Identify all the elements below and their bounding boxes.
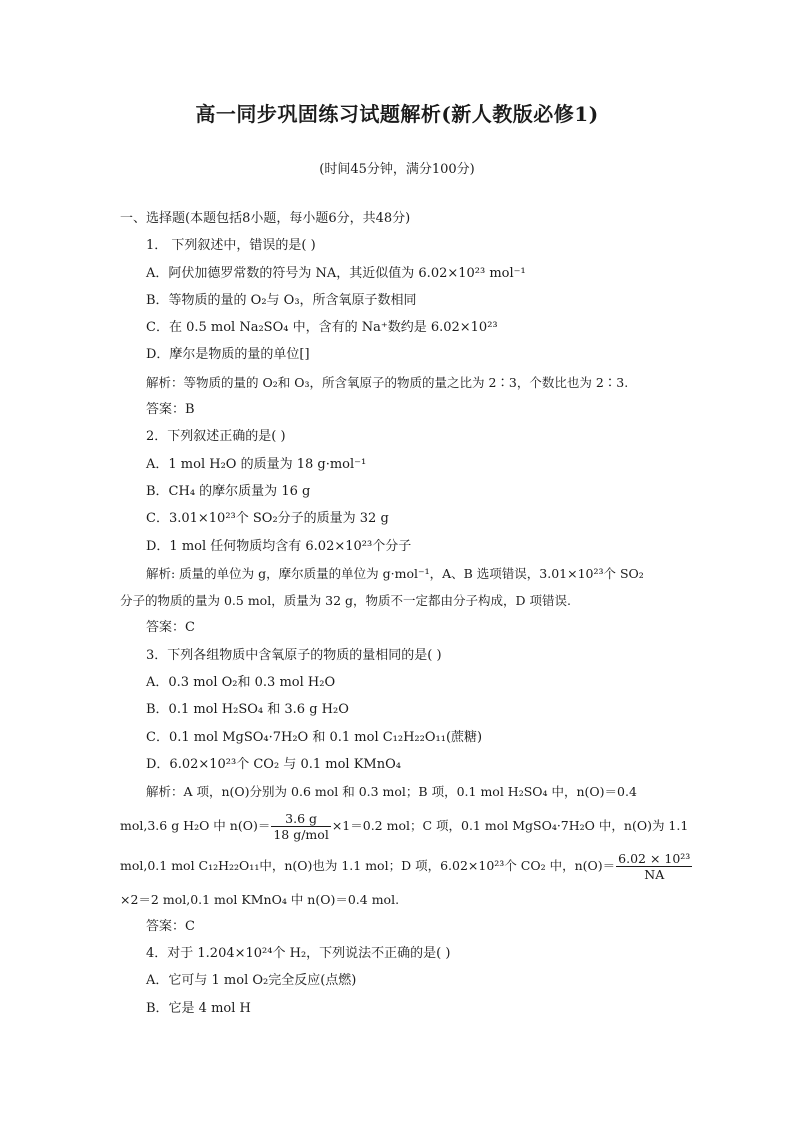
- q3-stem: 3．下列各组物质中含氧原子的物质的量相同的是( ): [146, 647, 442, 663]
- q3-option-b: B．0.1 mol H₂SO₄ 和 3.6 g H₂O: [146, 702, 349, 718]
- q2-option-a: A．1 mol H₂O 的质量为 18 g·mol⁻¹: [146, 456, 367, 472]
- q2-analysis-line1: 解析: 质量的单位为 g，摩尔质量的单位为 g·mol⁻¹，A、B 选项错误，3.01×10²³个 SO₂: [146, 565, 644, 581]
- q3-analysis-line4: ×2＝2 mol,0.1 mol KMnO₄ 中 n(O)＝0.4 mol.: [120, 891, 400, 907]
- q4-option-a: A．它可与 1 mol O₂完全反应(点燃): [146, 973, 357, 989]
- section-heading: 一、选择题(本题包括8小题，每小题6分，共48分): [120, 211, 411, 226]
- q3-option-c: C．0.1 mol MgSO₄·7H₂O 和 0.1 mol C₁₂H₂₂O₁₁(蔗糖): [146, 729, 483, 745]
- q1-option-d: D．摩尔是物质的量的单位[]: [146, 347, 310, 363]
- fraction-mass-over-molar-mass: [271, 811, 330, 842]
- fraction-numerator: 6.02 × 10²³: [618, 850, 691, 866]
- q3-analysis-line1: 解析：A 项，n(O)分别为 0.6 mol 和 0.3 mol；B 项，0.1 mol H₂SO₄ 中，n(O)＝0.4: [146, 784, 637, 800]
- q3-analysis-line3-start: mol,0.1 mol C₁₂H₂₂O₁₁中，n(O)也为 1.1 mol；D 项，6.02×10²³个 CO₂ 中，n(O)＝: [120, 857, 616, 873]
- q1-answer: 答案：B: [146, 402, 195, 418]
- q3-analysis-line3: [120, 846, 691, 886]
- fraction-number-over-avogadro: [616, 851, 692, 882]
- q3-analysis-line2-start: mol,3.6 g H₂O 中 n(O)＝: [120, 817, 271, 833]
- document-subtitle: (时间45分钟，满分100分): [319, 162, 475, 177]
- q3-option-d: D．6.02×10²³个 CO₂ 与 0.1 mol KMnO₄: [146, 756, 401, 772]
- q4-option-b: B．它是 4 mol H: [146, 1000, 251, 1016]
- q2-option-c: C．3.01×10²³个 SO₂分子的质量为 32 g: [146, 511, 389, 527]
- q3-answer: 答案：C: [146, 918, 195, 934]
- q2-option-b: B．CH₄ 的摩尔质量为 16 g: [146, 483, 311, 499]
- q2-analysis-line2: 分子的物质的量为 0.5 mol，质量为 32 g，物质不一定都由分子构成，D 项错误.: [120, 593, 572, 609]
- q3-analysis-line2-end: ×1＝0.2 mol；C 项，0.1 mol MgSO₄·7H₂O 中，n(O)为 1.1: [331, 817, 689, 833]
- q2-stem: 2．下列叙述正确的是( ): [146, 429, 286, 445]
- fraction-denominator: NA: [644, 866, 665, 882]
- q4-stem: 4．对于 1.204×10²⁴个 H₂，下列说法不正确的是( ): [146, 946, 451, 962]
- q1-option-c: C．在 0.5 mol Na₂SO₄ 中，含有的 Na⁺数约是 6.02×10²³: [146, 320, 498, 336]
- fraction-denominator: 18 g/mol: [273, 826, 329, 842]
- q3-analysis-line2: [120, 806, 689, 846]
- document-title: 高一同步巩固练习试题解析(新人教版必修1): [195, 102, 599, 126]
- q1-option-b: B．等物质的量的 O₂与 O₃，所含氧原子数相同: [146, 292, 417, 308]
- document-body: [120, 205, 691, 1022]
- q2-option-d: D．1 mol 任何物质均含有 6.02×10²³个分子: [146, 538, 412, 554]
- q1-option-a: A．阿伏加德罗常数的符号为 NA，其近似值为 6.02×10²³ mol⁻¹: [146, 265, 526, 281]
- q1-stem: 1． 下列叙述中，错误的是( ): [146, 238, 316, 254]
- fraction-numerator: 3.6 g: [271, 811, 330, 827]
- q2-answer: 答案：C: [146, 620, 195, 636]
- q3-option-a: A．0.3 mol O₂和 0.3 mol H₂O: [146, 675, 336, 691]
- q1-analysis: 解析：等物质的量的 O₂和 O₃，所含氧原子的物质的量之比为 2∶3，个数比也为 2∶3.: [146, 374, 629, 390]
